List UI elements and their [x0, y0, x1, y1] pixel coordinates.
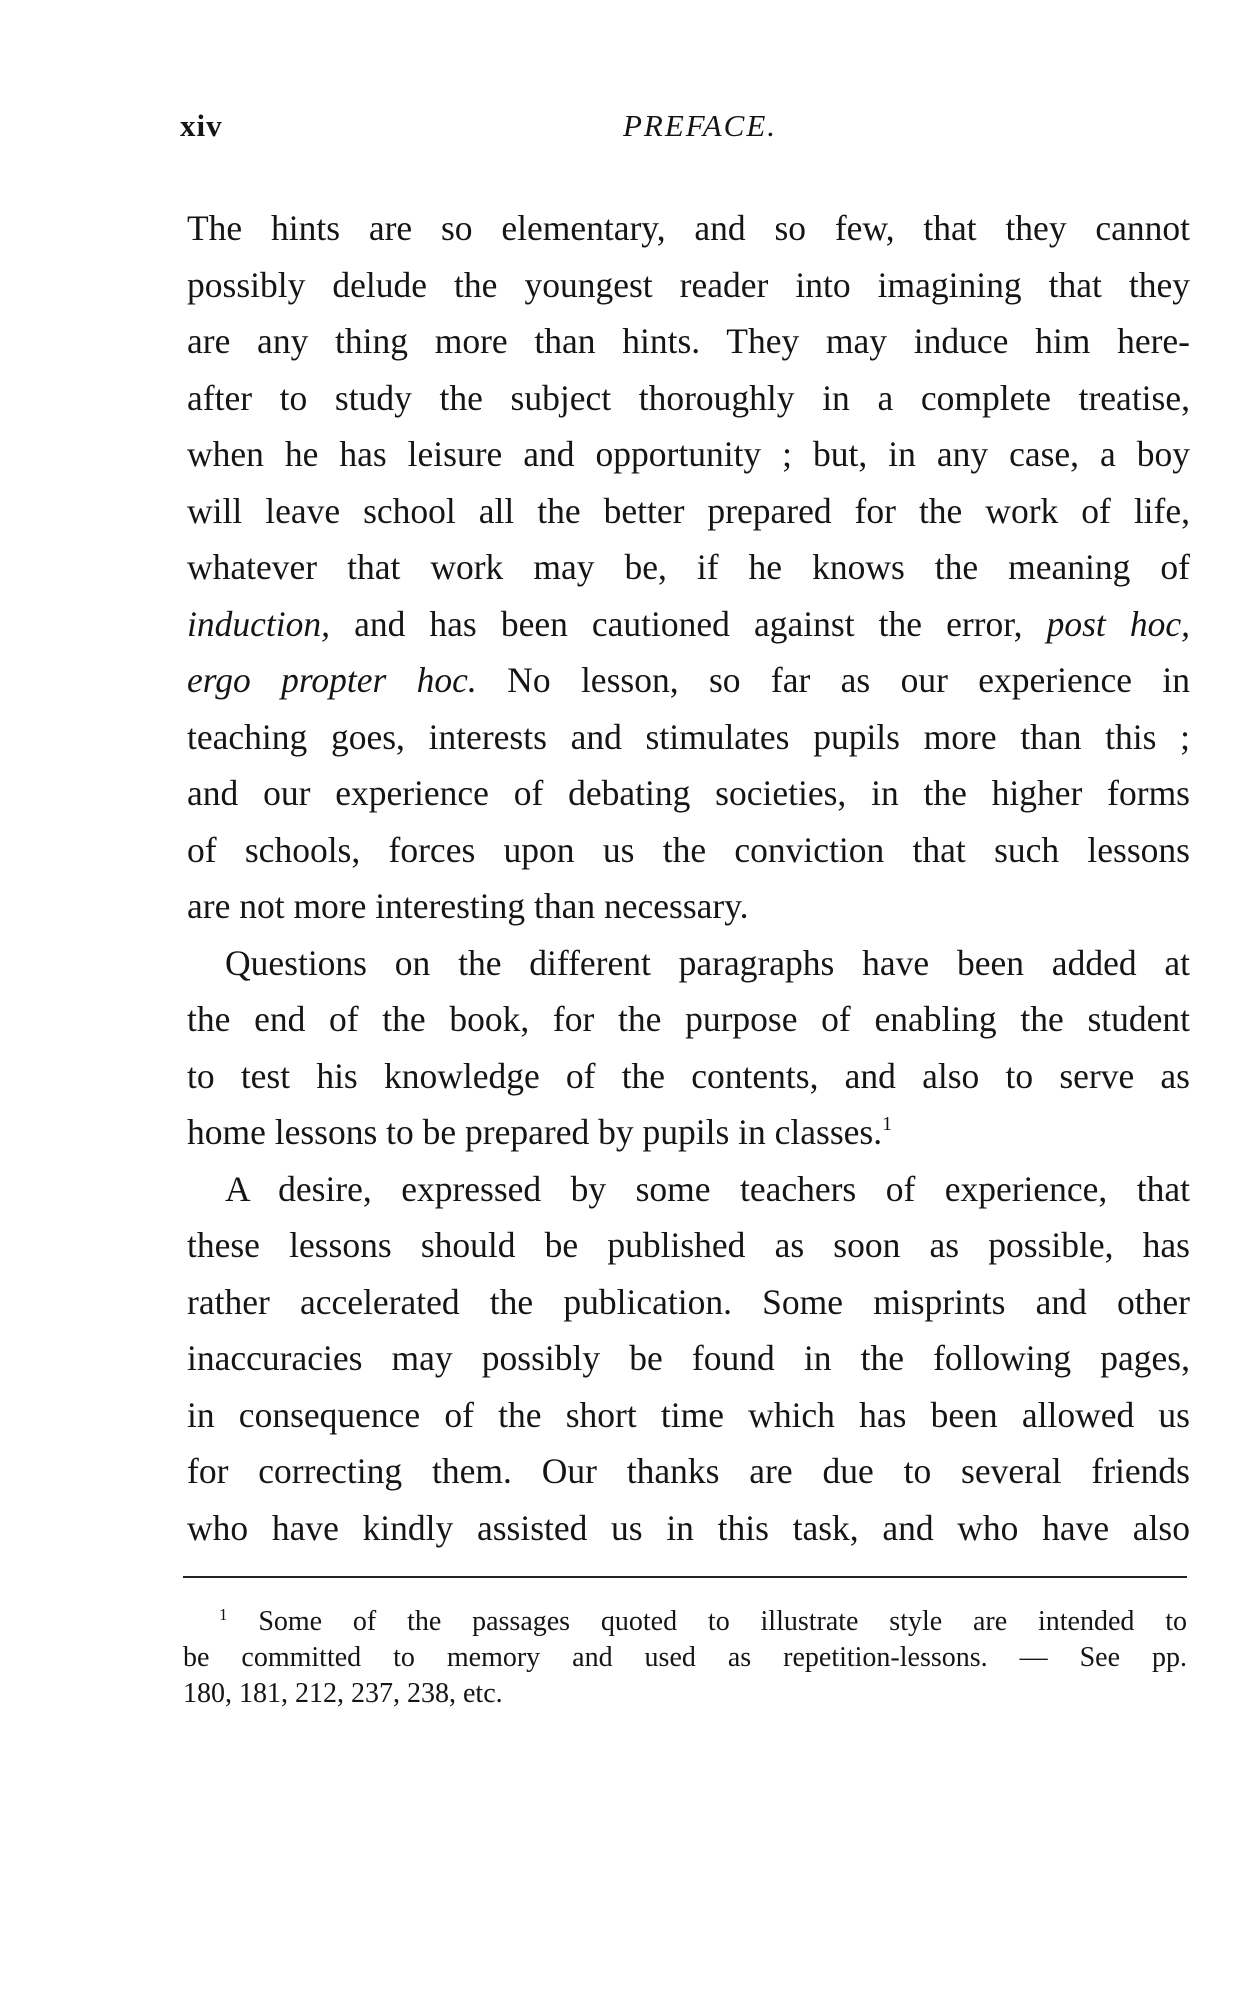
text-line: [187, 200, 1190, 257]
text-line: [187, 596, 1190, 653]
text-line: [187, 1500, 1190, 1557]
text-segment: will leave school all the better prepared for the work of life,: [187, 490, 1190, 531]
text-segment: The hints are so elementary, and so few, that they cannot: [187, 208, 1190, 248]
text-segment: whatever that work may be, if he knows the meaning of: [187, 547, 1190, 587]
text-line: [187, 709, 1190, 766]
footnotes: [183, 1604, 1187, 1712]
text-line: [187, 935, 1190, 992]
text-segment: teaching goes, interests and stimulates pupils more than this ;: [187, 716, 1190, 757]
text-line: [187, 539, 1190, 596]
text-line: [187, 370, 1190, 427]
text-segment: when he has leisure and opportunity ; but, in any case, a boy: [187, 434, 1190, 474]
text-segment: these lessons should be published as soon as possible, has: [187, 1225, 1190, 1265]
running-title: PREFACE.: [622, 108, 778, 143]
text-line: [187, 313, 1190, 370]
text-line: [187, 1330, 1190, 1387]
footnote-line: [183, 1604, 1187, 1640]
footnote-rule: [183, 1576, 1187, 1578]
text-line: [187, 878, 1190, 935]
text-line: [187, 257, 1190, 314]
text-segment: and our experience of debating societies, in the higher forms: [187, 773, 1190, 813]
footnote-line: [183, 1640, 1187, 1676]
text-segment: inaccuracies may possibly be found in the following pages,: [187, 1338, 1190, 1378]
text-segment: for correcting them. Our thanks are due to several friends: [187, 1451, 1190, 1491]
text-line: [187, 765, 1190, 822]
text-segment: and has been cautioned against the error,: [329, 603, 1047, 644]
text-line: [187, 1443, 1190, 1500]
text-segment: are not more interesting than necessary.: [187, 886, 749, 926]
footnote-marker: 1: [219, 1605, 228, 1624]
text-segment: home lessons to be prepared by pupils in classes.: [187, 1112, 883, 1152]
footnote-text: 180, 181, 212, 237, 238, etc.: [183, 1678, 503, 1709]
italic-text: induction,: [187, 603, 330, 644]
text-line: [187, 1387, 1190, 1444]
text-segment: who have kindly assisted us in this task, and who have also: [187, 1507, 1190, 1548]
text-line: [187, 991, 1190, 1048]
text-segment: after to study the subject thoroughly in a complete treatise,: [187, 377, 1190, 418]
footnote-text: be committed to memory and used as repetition-lessons. — See pp.: [183, 1642, 1187, 1673]
italic-text: ergo propter hoc.: [187, 660, 477, 700]
text-segment: No lesson, so far as our experience in: [476, 660, 1190, 700]
text-line: [187, 1161, 1190, 1218]
text-segment: rather accelerated the publication. Some misprints and other: [187, 1281, 1190, 1322]
italic-text: post hoc,: [1046, 603, 1191, 644]
text-segment: A desire, expressed by some teachers of experience, that: [225, 1168, 1190, 1209]
text-segment: Questions on the different paragraphs have been added at: [225, 942, 1190, 983]
text-line: [187, 1104, 1190, 1161]
text-line: [187, 1274, 1190, 1331]
footnote-reference: 1: [882, 1113, 893, 1135]
text-line: [187, 1048, 1190, 1105]
text-line: [187, 1217, 1190, 1274]
footnote-text: Some of the passages quoted to illustrate style are intended to: [258, 1606, 1188, 1637]
footnote-line: [183, 1676, 1187, 1712]
text-segment: in consequence of the short time which has been allowed us: [187, 1394, 1190, 1435]
text-line: [187, 426, 1190, 483]
page-header: [180, 108, 1190, 152]
text-segment: are any thing more than hints. They may induce him here-: [187, 321, 1190, 361]
text-line: [187, 822, 1190, 879]
text-segment: of schools, forces upon us the conviction that such lessons: [187, 829, 1190, 870]
text-line: [187, 483, 1190, 540]
text-segment: to test his knowledge of the contents, and also to serve as: [187, 1055, 1190, 1096]
page-number: xiv: [180, 108, 223, 143]
text-segment: the end of the book, for the purpose of enabling the student: [187, 999, 1190, 1039]
text-line: [187, 652, 1190, 709]
text-segment: possibly delude the youngest reader into imagining that they: [187, 264, 1190, 305]
body-text: [187, 200, 1190, 1556]
